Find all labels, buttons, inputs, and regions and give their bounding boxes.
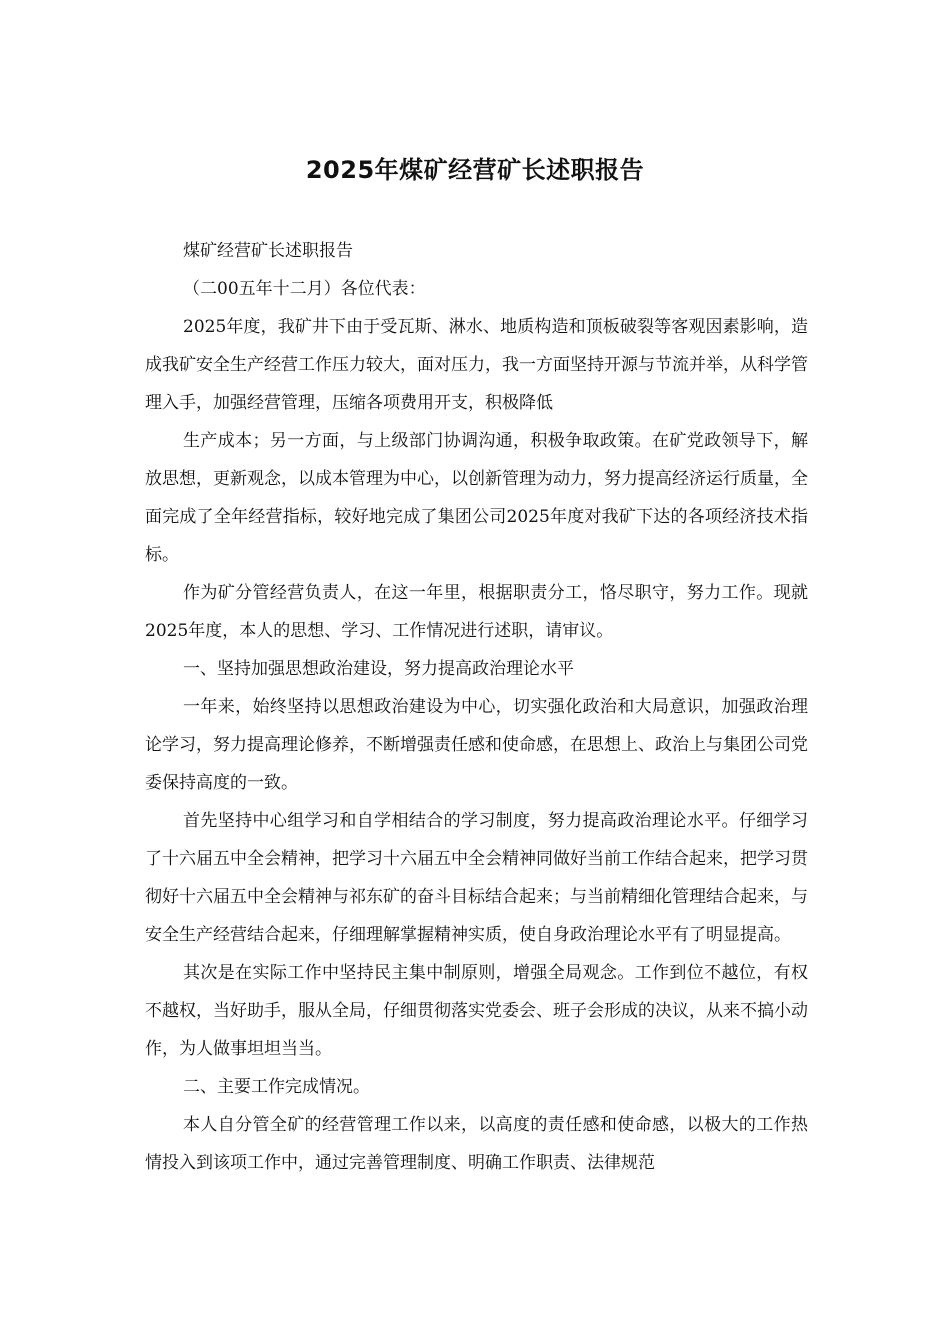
paragraph-democratic-centralism: 其次是在实际工作中坚持民主集中制原则，增强全局观念。工作到位不越位，有权不越权，当好助手，服从全局，仔细贯彻落实党委会、班子会形成的决议，从来不搞小动作，为人做事坦坦当当。 <box>145 963 808 1059</box>
paragraph-intro-continued: 生产成本；另一方面，与上级部门协调沟通，积极争取政策。在矿党政领导下，解放思想，更新观念，以成本管理为中心，以创新管理为动力，努力提高经济运行质量，全面完成了全年经营指标，较好地完成了集团公司2025年度对我矿下达的各项经济技术指标。 <box>145 431 808 565</box>
paragraph-work-completion: 本人自分管全矿的经营管理工作以来，以高度的责任感和使命感，以极大的工作热情投入到该项工作中，通过完善管理制度、明确工作职责、法律规范 <box>145 1115 808 1173</box>
paragraph-intro: 2025年度，我矿井下由于受瓦斯、淋水、地质构造和顶板破裂等客观因素影响，造成我矿安全生产经营工作压力较大，面对压力，我一方面坚持开源与节流并举，从科学管理入手，加强经营管理，压缩各项费用开支，积极降低 <box>145 317 808 413</box>
paragraph-duty-statement: 作为矿分管经营负责人，在这一年里，根据职责分工，恪尽职守，努力工作。现就2025年度，本人的思想、学习、工作情况进行述职，请审议。 <box>145 583 808 641</box>
paragraph-report-name: 煤矿经营矿长述职报告 <box>183 241 353 261</box>
section-heading-2: 二、主要工作完成情况。 <box>183 1077 370 1097</box>
paragraph-political-study: 一年来，始终坚持以思想政治建设为中心，切实强化政治和大局意识，加强政治理论学习，努力提高理论修养，不断增强责任感和使命感，在思想上、政治上与集团公司党委保持高度的一致。 <box>145 697 808 793</box>
section-heading-1: 一、坚持加强思想政治建设，努力提高政治理论水平 <box>183 659 574 679</box>
paragraph-salutation: （二00五年十二月）各位代表： <box>183 279 426 299</box>
paragraph-study-system: 首先坚持中心组学习和自学相结合的学习制度，努力提高政治理论水平。仔细学习了十六届五中全会精神，把学习十六届五中全会精神同做好当前工作结合起来，把学习贯彻好十六届五中全会精神与祁东矿的奋斗目标结合起来；与当前精细化管理结合起来，与安全生产经营结合起来，仔细理解掌握精神实质，使自身政治理论水平有了明显提高。 <box>145 811 808 945</box>
document-body <box>145 232 808 1182</box>
document-title: 2025年煤矿经营矿长述职报告 <box>305 156 645 184</box>
